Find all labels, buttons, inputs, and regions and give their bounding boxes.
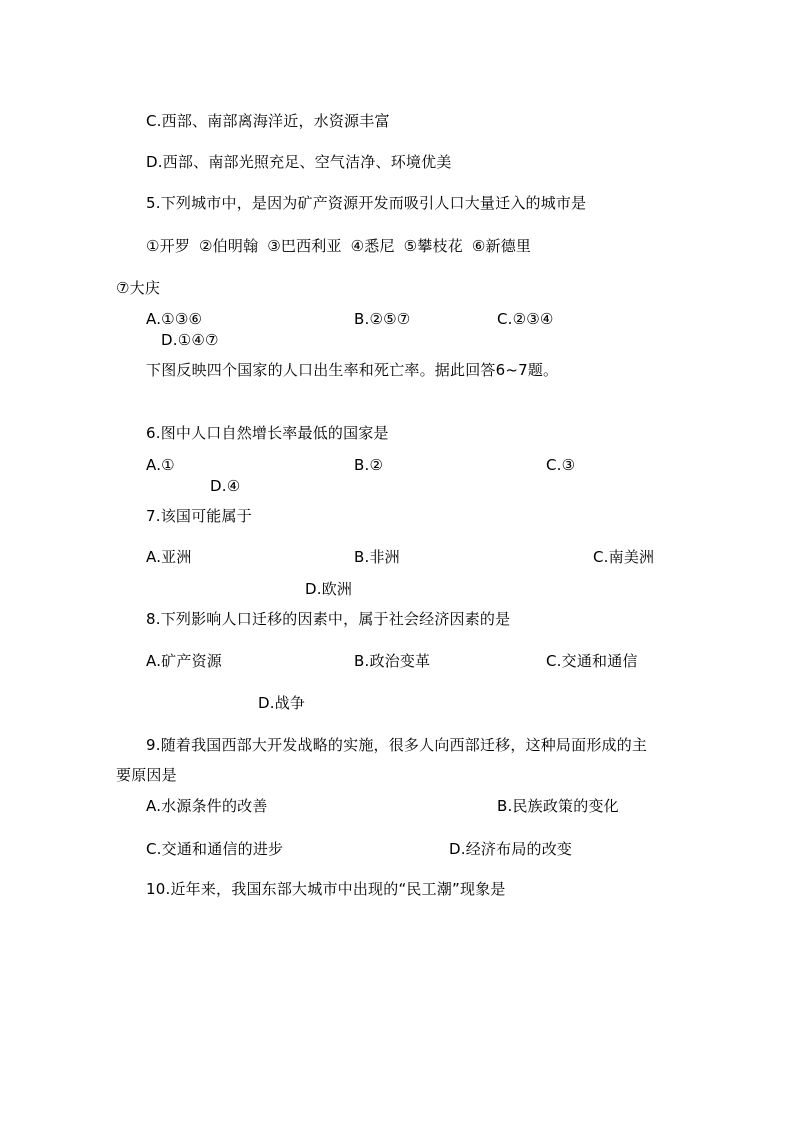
q7-stem: 7.该国可能属于 [146, 507, 252, 525]
q4-option-c: C.西部、南部离海洋近，水资源丰富 [146, 112, 390, 130]
q9-option-b: B.民族政策的变化 [497, 797, 619, 815]
q5-stem: 5.下列城市中，是因为矿产资源开发而吸引人口大量迁入的城市是 [146, 194, 587, 212]
q7-option-b: B.非洲 [354, 548, 400, 566]
q9-option-c: C.交通和通信的进步 [146, 840, 284, 858]
q5-cities-cont: ⑦大庆 [116, 279, 161, 297]
q8-stem: 8.下列影响人口迁移的因素中，属于社会经济因素的是 [146, 610, 511, 628]
q8-option-d: D.战争 [258, 694, 306, 712]
q8-option-c: C.交通和通信 [546, 652, 638, 670]
q4-option-d: D.西部、南部光照充足、空气洁净、环境优美 [146, 153, 452, 171]
q9-option-d: D.经济布局的改变 [449, 840, 573, 858]
q6-option-b: B.② [354, 456, 384, 474]
q9-option-a: A.水源条件的改善 [146, 797, 268, 815]
q5-option-c: C.②③④ [497, 310, 554, 328]
q8-option-a: A.矿产资源 [146, 652, 222, 670]
q7-option-c: C.南美洲 [593, 548, 655, 566]
q8-option-b: B.政治变革 [354, 652, 431, 670]
q9-stem-line1: 9.随着我国西部大开发战略的实施，很多人向西部迁移，这种局面形成的主 [146, 736, 648, 754]
q5-option-a: A.①③⑥ [146, 310, 203, 328]
q10-stem: 10.近年来，我国东部大城市中出现的“民工潮”现象是 [146, 880, 506, 898]
q5-option-d: D.①④⑦ [161, 331, 219, 349]
q6-stem: 6.图中人口自然增长率最低的国家是 [146, 424, 389, 442]
intro-6-7: 下图反映四个国家的人口出生率和死亡率。据此回答6~7题。 [146, 361, 559, 379]
q5-option-b: B.②⑤⑦ [354, 310, 411, 328]
q7-option-d: D.欧洲 [305, 580, 353, 598]
q6-option-a: A.① [146, 456, 175, 474]
q5-cities-line: ①开罗 ②伯明翰 ③巴西利亚 ④悉尼 ⑤攀枝花 ⑥新德里 [146, 237, 532, 255]
q6-option-d: D.④ [210, 477, 241, 495]
q9-stem-line2: 要原因是 [116, 766, 177, 784]
q7-option-a: A.亚洲 [146, 548, 192, 566]
q6-option-c: C.③ [546, 456, 576, 474]
